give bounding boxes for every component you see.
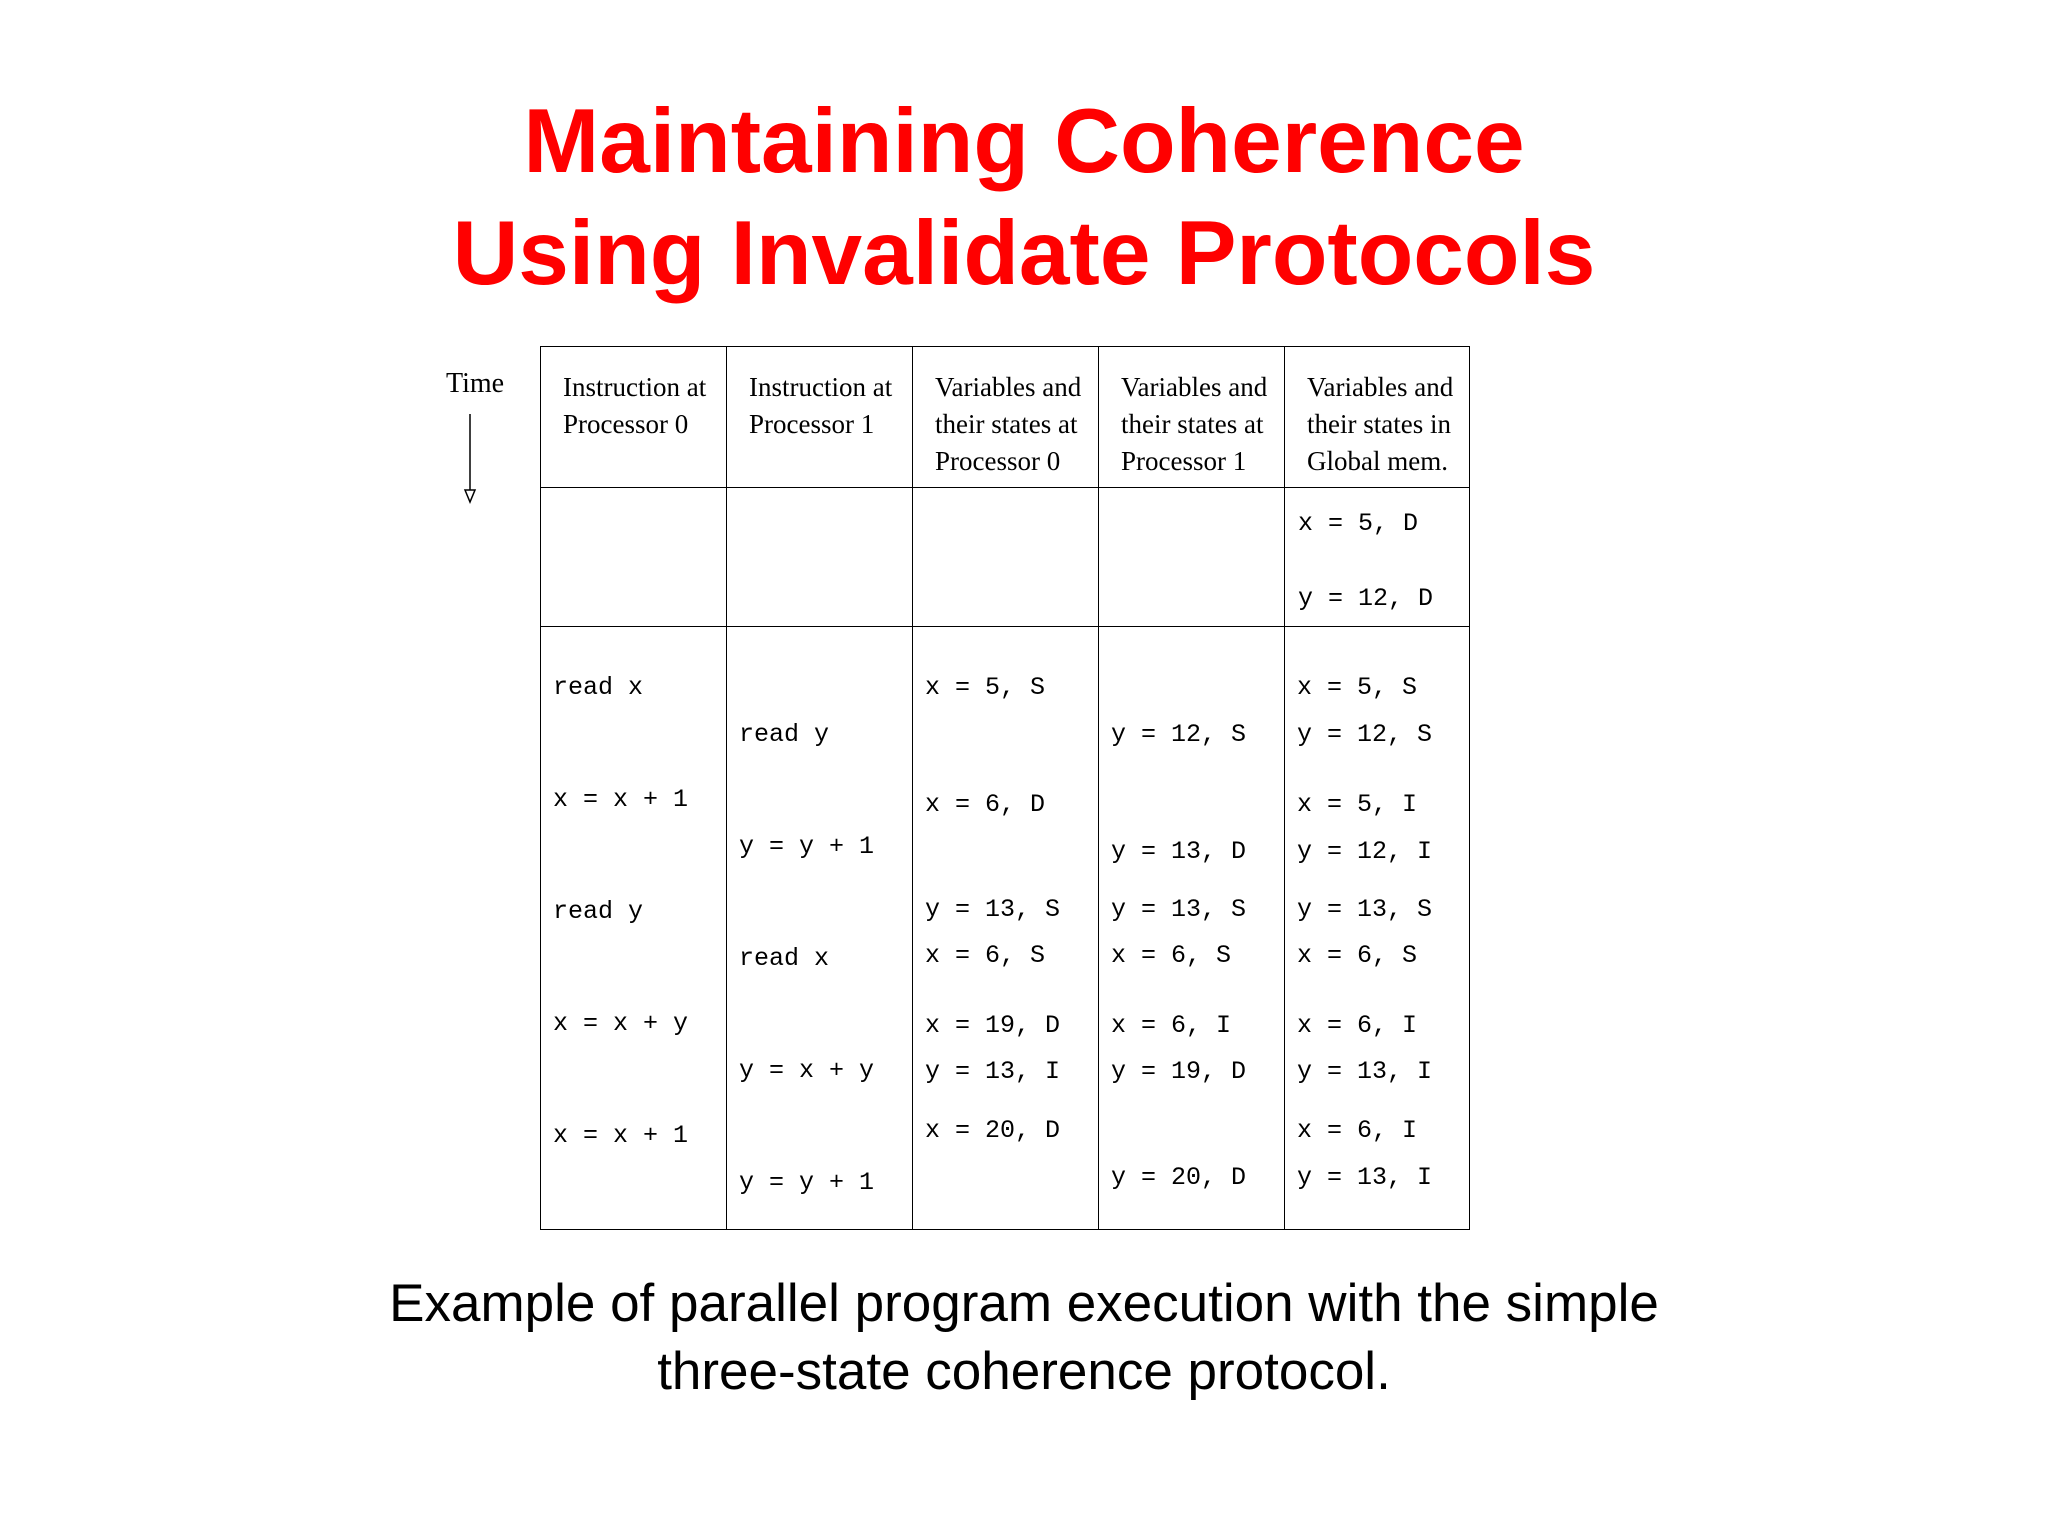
p0-instruction: x = x + 1 bbox=[553, 785, 689, 814]
header-instruction-processor-0 bbox=[563, 369, 706, 443]
p0-instruction: read x bbox=[553, 673, 644, 702]
global-variable-state: x = 6, S bbox=[1297, 941, 1418, 970]
time-arrow-icon bbox=[458, 414, 482, 504]
header-line: Instruction at bbox=[563, 372, 707, 402]
initial-global-x: x = 5, D bbox=[1298, 509, 1419, 538]
header-line: Instruction at bbox=[749, 372, 893, 402]
header-variables-global-memory bbox=[1307, 369, 1453, 480]
p0-variable-state: x = 20, D bbox=[925, 1116, 1061, 1145]
p1-instruction: y = y + 1 bbox=[739, 832, 875, 861]
header-line: Global mem. bbox=[1307, 446, 1448, 476]
column-divider bbox=[912, 347, 913, 1229]
global-variable-state: y = 13, I bbox=[1297, 1163, 1433, 1192]
p0-instruction: x = x + y bbox=[553, 1009, 689, 1038]
p0-instruction: x = x + 1 bbox=[553, 1121, 689, 1150]
header-line: their states in bbox=[1307, 409, 1451, 439]
p0-instruction: read y bbox=[553, 897, 644, 926]
global-variable-state: x = 6, I bbox=[1297, 1116, 1418, 1145]
caption-line-2: three-state coherence protocol. bbox=[657, 1342, 1391, 1401]
row-divider bbox=[541, 626, 1469, 627]
column-divider bbox=[1098, 347, 1099, 1229]
header-line: Processor 1 bbox=[1121, 446, 1247, 476]
p1-instruction: read x bbox=[739, 944, 830, 973]
p0-variable-state: x = 6, D bbox=[925, 790, 1046, 819]
p1-variable-state: y = 13, S bbox=[1111, 895, 1247, 924]
header-variables-processor-1 bbox=[1121, 369, 1267, 480]
p1-variable-state: y = 13, D bbox=[1111, 837, 1247, 866]
row-divider bbox=[541, 487, 1469, 488]
slide-title-line-2: Using Invalidate Protocols bbox=[452, 203, 1596, 304]
slide-title-line-1: Maintaining Coherence bbox=[523, 91, 1525, 192]
column-divider bbox=[1284, 347, 1285, 1229]
time-label: Time bbox=[446, 368, 505, 399]
header-line: Variables and bbox=[935, 372, 1082, 402]
header-instruction-processor-1 bbox=[749, 369, 892, 443]
p1-variable-state: x = 6, S bbox=[1111, 941, 1232, 970]
header-line: Variables and bbox=[1121, 372, 1268, 402]
header-line: their states at bbox=[935, 409, 1078, 439]
header-variables-processor-0 bbox=[935, 369, 1081, 480]
global-variable-state: x = 6, I bbox=[1297, 1011, 1418, 1040]
p1-instruction: y = y + 1 bbox=[739, 1168, 875, 1197]
p1-instruction: y = x + y bbox=[739, 1056, 875, 1085]
p1-variable-state: y = 19, D bbox=[1111, 1057, 1247, 1086]
global-variable-state: x = 5, I bbox=[1297, 790, 1418, 819]
header-line: their states at bbox=[1121, 409, 1264, 439]
global-variable-state: y = 13, S bbox=[1297, 895, 1433, 924]
p0-variable-state: x = 6, S bbox=[925, 941, 1046, 970]
header-line: Processor 0 bbox=[563, 409, 689, 439]
p1-variable-state: y = 20, D bbox=[1111, 1163, 1247, 1192]
p1-instruction: read y bbox=[739, 720, 830, 749]
p1-variable-state: y = 12, S bbox=[1111, 720, 1247, 749]
coherence-table bbox=[540, 346, 1470, 1230]
p0-variable-state: x = 5, S bbox=[925, 673, 1046, 702]
caption-line-1: Example of parallel program execution with the simple bbox=[389, 1274, 1659, 1333]
p0-variable-state: y = 13, S bbox=[925, 895, 1061, 924]
header-line: Variables and bbox=[1307, 372, 1454, 402]
initial-global-y: y = 12, D bbox=[1298, 584, 1434, 613]
p1-variable-state: x = 6, I bbox=[1111, 1011, 1232, 1040]
p0-variable-state: y = 13, I bbox=[925, 1057, 1061, 1086]
global-variable-state: x = 5, S bbox=[1297, 673, 1418, 702]
column-divider bbox=[726, 347, 727, 1229]
header-line: Processor 1 bbox=[749, 409, 875, 439]
global-variable-state: y = 12, S bbox=[1297, 720, 1433, 749]
p0-variable-state: x = 19, D bbox=[925, 1011, 1061, 1040]
global-variable-state: y = 12, I bbox=[1297, 837, 1433, 866]
global-variable-state: y = 13, I bbox=[1297, 1057, 1433, 1086]
header-line: Processor 0 bbox=[935, 446, 1061, 476]
